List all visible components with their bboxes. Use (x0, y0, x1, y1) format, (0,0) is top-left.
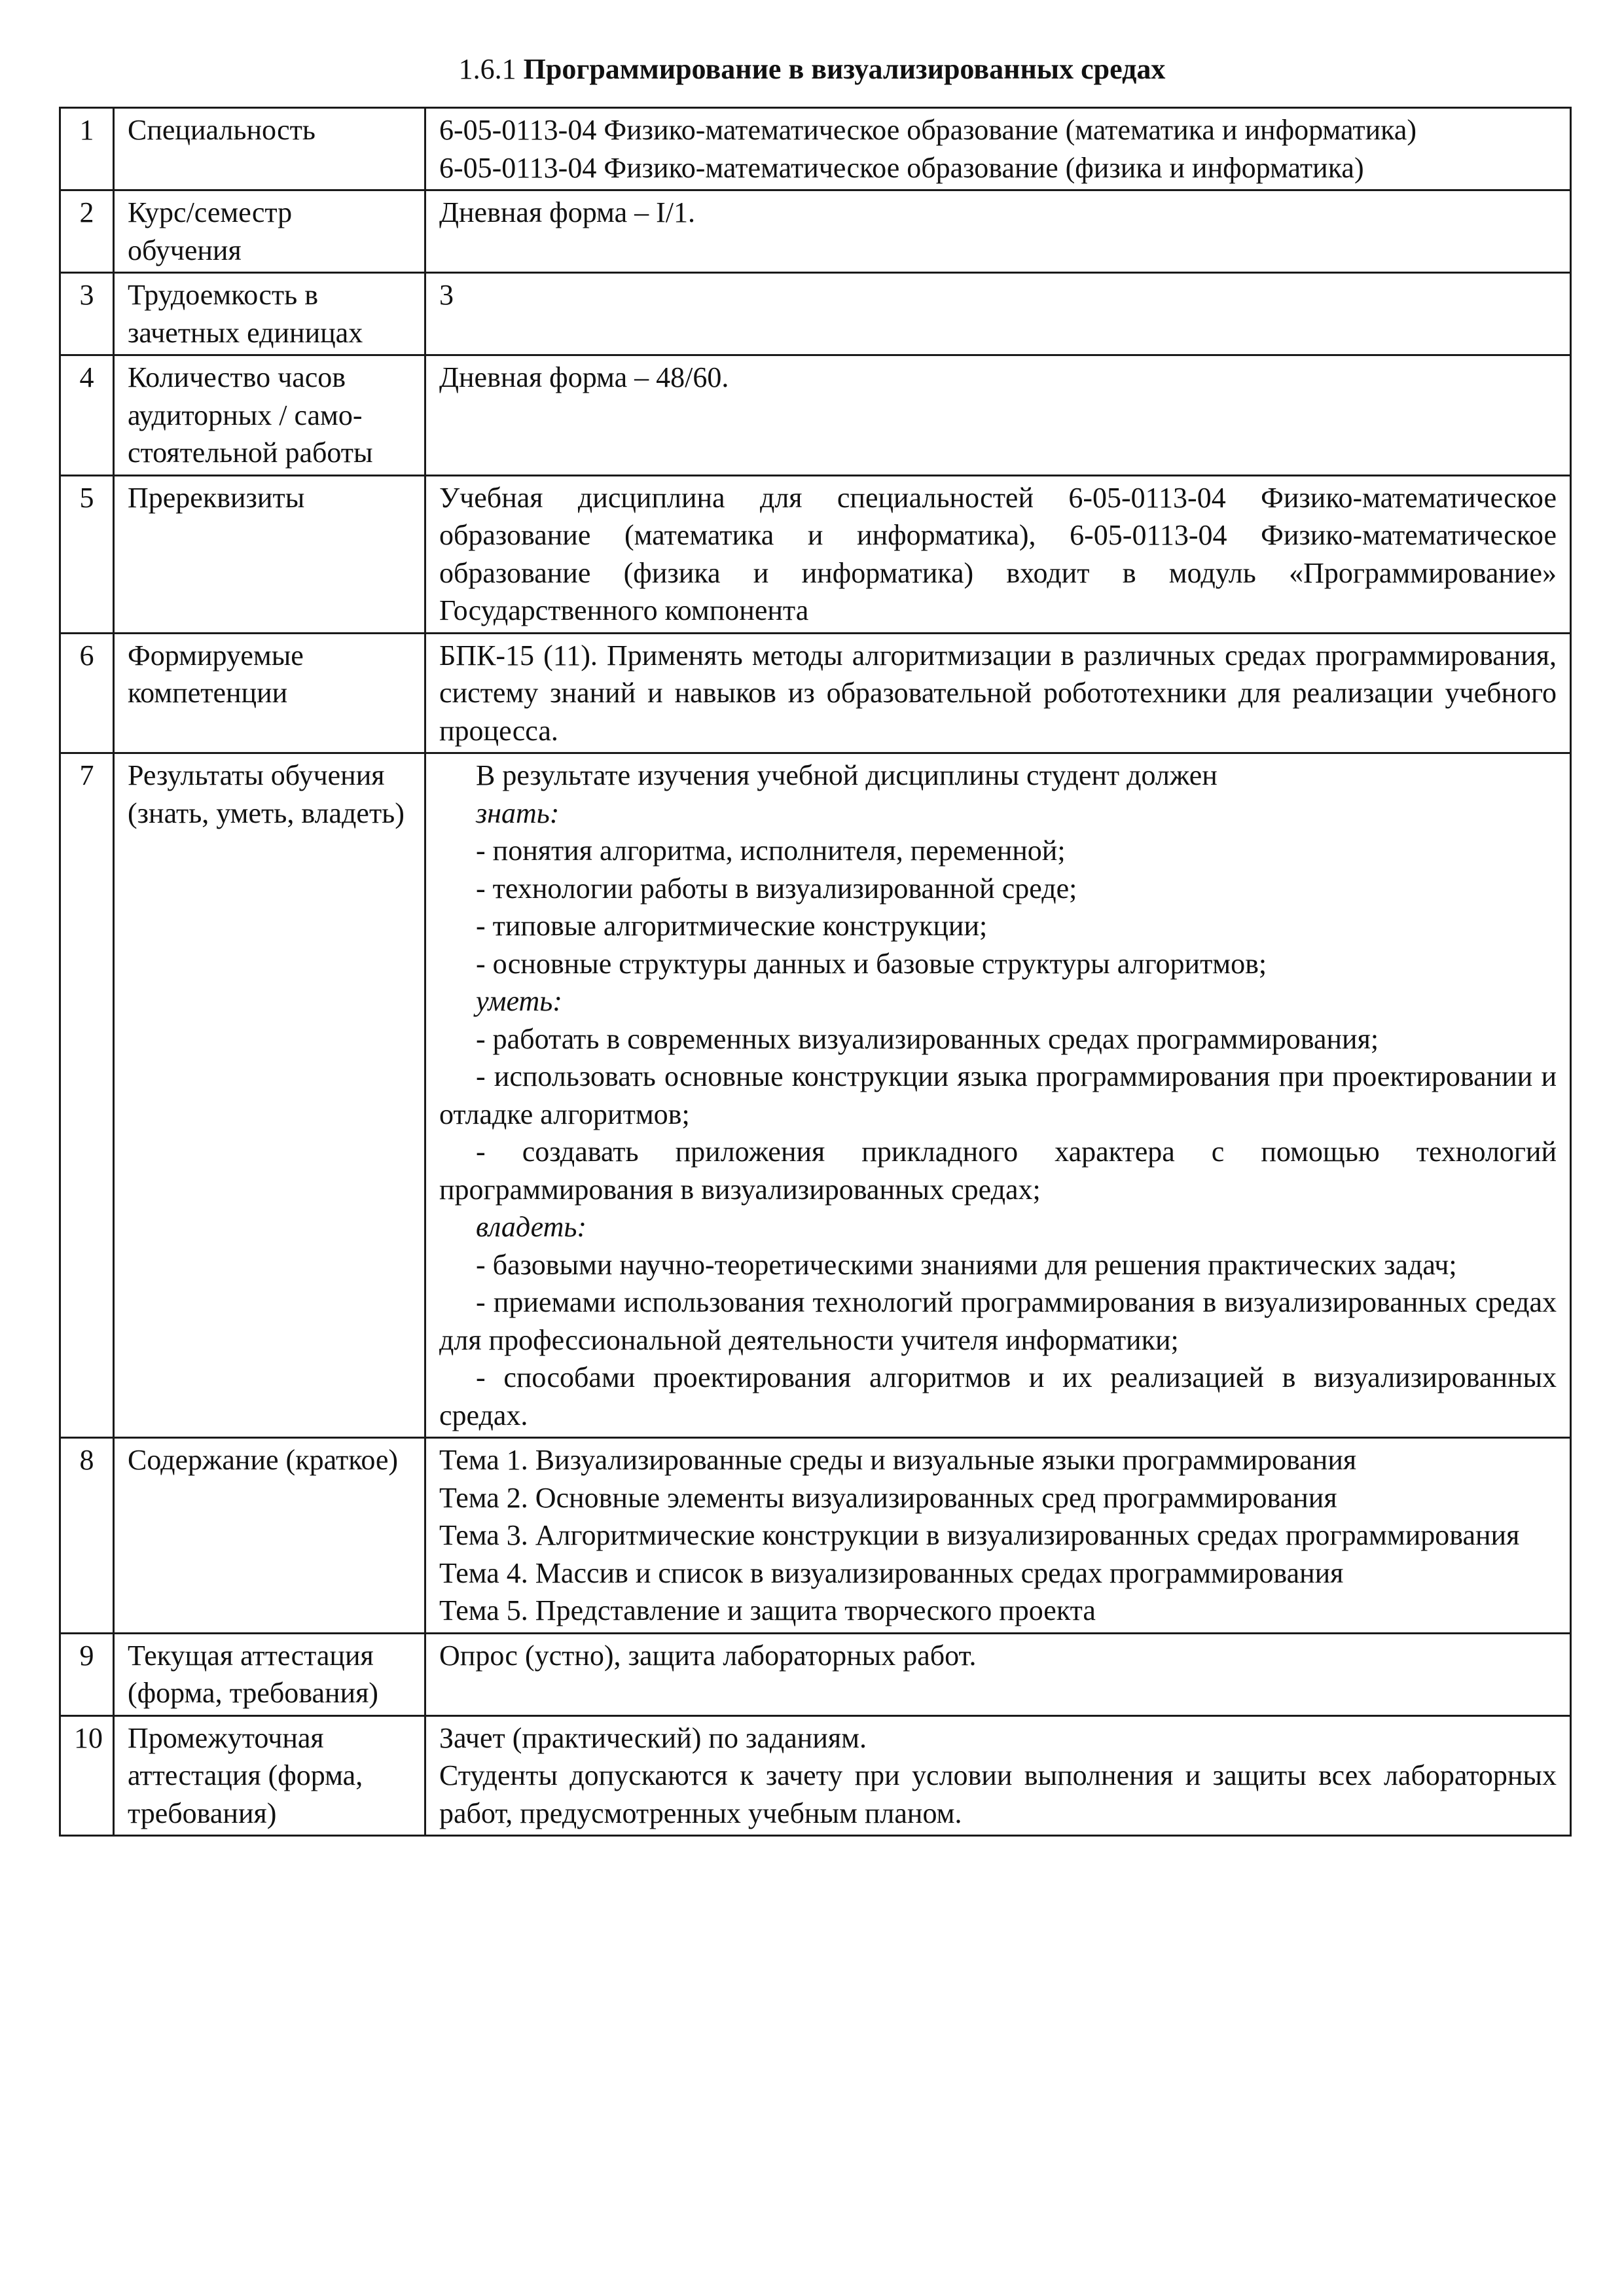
topic-line: Тема 3. Алгоритмические конструкции в визуализированных средах программирования (439, 1519, 1520, 1551)
able-item: - создавать приложения прикладного характера с помощью технологий программирования в визуализированных средах; (439, 1136, 1557, 1206)
row-content (425, 1633, 1571, 1715)
table-row (60, 190, 1571, 273)
page-title (0, 51, 1624, 88)
own-item: - приемами использования технологий программирования в визуализированных средах для профессиональной деятельности учителя информатики; (439, 1286, 1557, 1356)
row-number: 9 (60, 1633, 114, 1715)
topic-line: Тема 2. Основные элементы визуализированных сред программирования (439, 1481, 1337, 1514)
topic-line: Тема 4. Массив и список в визуализированных средах программирования (439, 1556, 1344, 1589)
row-number: 8 (60, 1438, 114, 1634)
content-line: Зачет (практический) по заданиям. (439, 1721, 867, 1754)
row-label: Количество часов аудиторных / само-стоятельной работы (114, 355, 425, 476)
content-line: 6-05-0113-04 Физико-математическое образование (математика и информатика) (439, 114, 1417, 146)
row-content (425, 108, 1571, 190)
content-line: Дневная форма – I/1. (439, 196, 695, 228)
table-row (60, 1715, 1571, 1836)
syllabus-table (59, 107, 1572, 1837)
row-number: 4 (60, 355, 114, 476)
able-item: - использовать основные конструкции языка программирования при проектировании и отладке алгоритмов; (439, 1060, 1557, 1130)
row-number: 7 (60, 753, 114, 1438)
able-heading: уметь: (476, 985, 562, 1017)
able-item: - работать в современных визуализированных средах программирования; (476, 1022, 1379, 1055)
table-row (60, 108, 1571, 190)
content-line: Дневная форма – 48/60. (439, 361, 729, 393)
row-content (425, 190, 1571, 273)
own-heading: владеть: (476, 1211, 587, 1243)
section-number: 1.6.1 (458, 53, 516, 85)
know-item: - понятия алгоритма, исполнителя, переменной; (476, 834, 1066, 867)
row-number: 5 (60, 475, 114, 633)
discipline-title: Программирование в визуализированных средах (523, 53, 1166, 85)
row-number: 2 (60, 190, 114, 273)
content-line: Учебная дисциплина для специальностей 6-05-0113-04 Физико-математическое образование (математика и информатика), 6-05-0113-04 Физико-математическое образование (физика и информатика) входит в модуль «Программирование» Государственного компонента (439, 481, 1557, 626)
row-content (425, 753, 1571, 1438)
table-row (60, 753, 1571, 1438)
row-label: Курс/семестр обучения (114, 190, 425, 273)
row-number: 3 (60, 273, 114, 355)
content-line: 6-05-0113-04 Физико-математическое образование (физика и информатика) (439, 151, 1364, 184)
content-line: БПК-15 (11). Применять методы алгоритмизации в различных средах программирования, систему знаний и навыков из образовательной робототехники для реализации учебного процесса. (439, 639, 1557, 747)
row-content (425, 475, 1571, 633)
own-item: - базовыми научно-теоретическими знаниями для решения практических задач; (476, 1248, 1457, 1281)
topic-line: Тема 5. Представление и защита творческого проекта (439, 1594, 1096, 1626)
table-row (60, 1438, 1571, 1634)
row-label: Пререквизиты (114, 475, 425, 633)
know-item: - типовые алгоритмические конструкции; (476, 910, 988, 942)
row-number: 10 (60, 1715, 114, 1836)
table-row (60, 273, 1571, 355)
learning-outcomes-intro: В результате изучения учебной дисциплины студент должен (476, 759, 1218, 791)
know-heading: знать: (476, 797, 560, 829)
topic-line: Тема 1. Визуализированные среды и визуальные языки программирования (439, 1444, 1357, 1476)
know-item: - основные структуры данных и базовые структуры алгоритмов; (476, 947, 1267, 980)
row-label: Результаты обучения (знать, уметь, владеть) (114, 753, 425, 1438)
table-row (60, 633, 1571, 753)
row-label: Специальность (114, 108, 425, 190)
row-content (425, 1438, 1571, 1634)
row-content (425, 1715, 1571, 1836)
own-item: - способами проектирования алгоритмов и их реализацией в визуализированных средах. (439, 1361, 1557, 1431)
content-line: Опрос (устно), защита лабораторных работ. (439, 1639, 977, 1672)
table-row (60, 355, 1571, 476)
row-number: 1 (60, 108, 114, 190)
row-label: Текущая аттестация (форма, требования) (114, 1633, 425, 1715)
row-label: Содержание (краткое) (114, 1438, 425, 1634)
row-content (425, 633, 1571, 753)
row-number: 6 (60, 633, 114, 753)
table-row (60, 475, 1571, 633)
row-label: Трудоемкость в зачетных единицах (114, 273, 425, 355)
content-line: Студенты допускаются к зачету при условии выполнения и защиты всех лабораторных работ, предусмотренных учебным планом. (439, 1759, 1557, 1829)
know-item: - технологии работы в визуализированной среде; (476, 872, 1077, 905)
row-label: Формируемые компетенции (114, 633, 425, 753)
row-content (425, 355, 1571, 476)
row-content (425, 273, 1571, 355)
table-row (60, 1633, 1571, 1715)
content-line: 3 (439, 279, 454, 311)
row-label: Промежуточная аттестация (форма, требования) (114, 1715, 425, 1836)
